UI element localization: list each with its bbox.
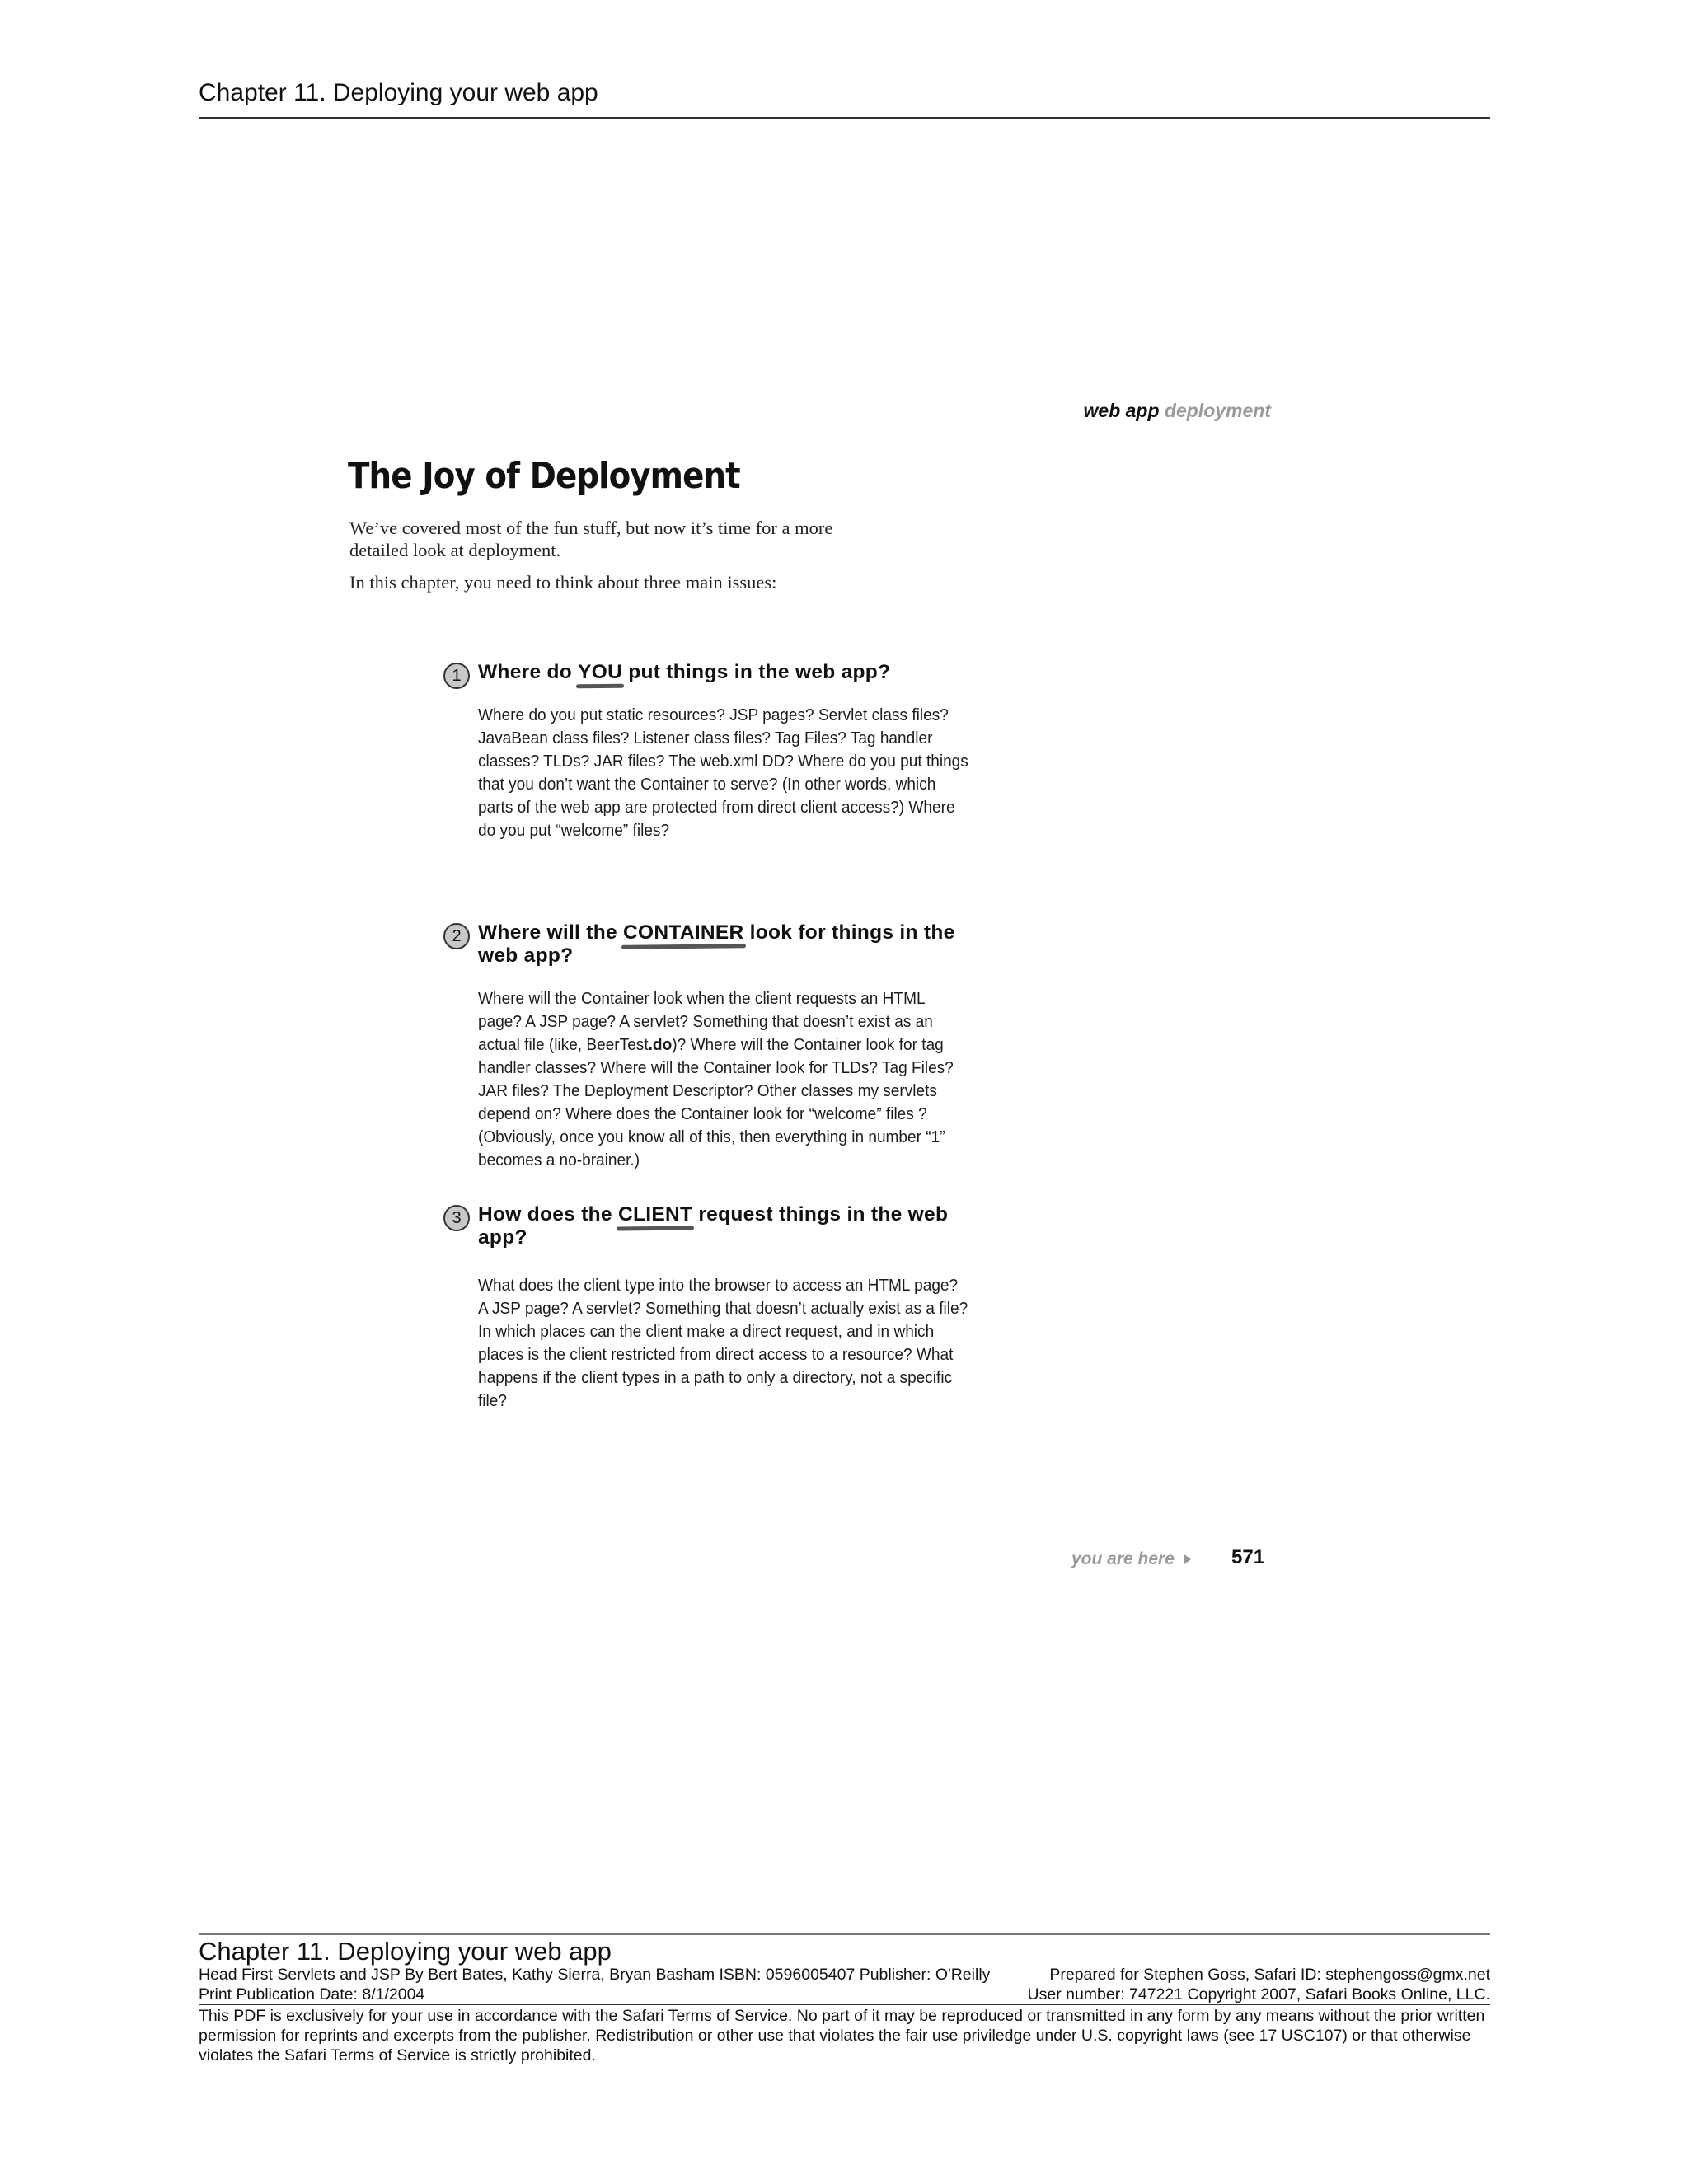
underline-mark xyxy=(621,944,746,949)
number-badge: 3 xyxy=(443,1205,470,1231)
underline-mark xyxy=(576,684,624,689)
issue-question xyxy=(478,921,973,968)
question-emphasis: YOU xyxy=(578,661,622,684)
running-head xyxy=(989,400,1271,422)
running-head-light: deployment xyxy=(1164,400,1271,421)
question-text: Where will the xyxy=(478,921,624,944)
question-text: put things in the web app? xyxy=(622,661,891,683)
you-are-here-label: you are here xyxy=(1071,1549,1191,1569)
footer-legal-text: This PDF is exclusively for your use in accordance with the Safari Terms of Service. No part of it may be reproduced or transmitted in any form by any means without the prior written permission for reprints and excerpts from the publisher. Redistribution or other use that violates the fair use priviledge under U.S. copyright laws (see 17 USC107) or that otherwise violates the Safari Terms of Service is strictly prohibited. xyxy=(199,2007,1485,2064)
intro-paragraph-2: In this chapter, you need to think about three main issues: xyxy=(349,572,777,593)
issue-answer: What does the client type into the browser to access an HTML page? A JSP page? A servlet? Something that doesn’t actually exist as a file? In which places can the client make a direct request, and in which places is the client restricted from direct access to a resource? What happens if the client types in a path to only a directory, not a specific file? xyxy=(478,1276,968,1410)
footer-divider xyxy=(199,2004,1490,2005)
question-emphasis: CLIENT xyxy=(618,1203,692,1226)
intro-paragraph-1: We’ve covered most of the fun stuff, but now it’s time for a more detailed look at deployment. xyxy=(349,518,833,560)
footer-prepared-for: Prepared for Stephen Goss, Safari ID: stephengoss@gmx.net xyxy=(1049,1966,1490,1984)
question-text: request things in the web app? xyxy=(478,1203,949,1249)
question-emphasis: CONTAINER xyxy=(623,921,744,944)
arrow-right-icon xyxy=(1184,1554,1191,1564)
question-text: Where do xyxy=(478,661,579,683)
header-divider xyxy=(199,117,1490,119)
issue-answer: Where do you put static resources? JSP pages? Servlet class files? JavaBean class files? Listener class files? Tag Files? Tag handler classes? TLDs? JAR files? The web.xml DD? Where do you put things that you don’t want the Container to serve? (In other words, which parts of the web app are protected from direct client access?) Where do you put “welcome” files? xyxy=(478,705,968,840)
question-text: How does the xyxy=(478,1203,618,1226)
question-text: look for things in the web app? xyxy=(478,921,955,967)
footer-user-number: User number: 747221 Copyright 2007, Safari Books Online, LLC. xyxy=(1027,1985,1490,2004)
page-number: 571 xyxy=(1231,1546,1265,1568)
footer-divider xyxy=(199,1933,1490,1935)
running-head-bold: web app xyxy=(1083,400,1160,421)
issue-question xyxy=(478,661,973,684)
footer-book-line: Head First Servlets and JSP By Bert Bates, Kathy Sierra, Bryan Basham ISBN: 0596005407 Publisher: O'Reilly Prepared for Stephen Goss, Safari ID: stephengoss@gmx.net xyxy=(199,1966,1490,1984)
number-badge: 2 xyxy=(443,923,470,949)
footer-print-line: Print Publication Date: 8/1/2004 User number: 747221 Copyright 2007, Safari Books Online, LLC. xyxy=(199,1985,1490,2004)
chapter-header-title: Chapter 11. Deploying your web app xyxy=(199,79,598,106)
issue-answer: Where will the Container look when the client requests an HTML page? A JSP page? A servlet? Something that doesn’t exist as an actual file (like, BeerTest.do)? Where will the Container look for tag handler classes? Where will the Container look for TLDs? Tag Files? JAR files? The Deployment Descriptor? Other classes my servlets depend on? Where does the Container look for “welcome” files ? (Obviously, once you know all of this, then everything in number “1” becomes a no-brainer.) xyxy=(478,989,954,1169)
underline-mark xyxy=(617,1226,694,1231)
number-badge: 1 xyxy=(443,663,470,689)
page-title: The Joy of Deployment xyxy=(348,455,740,497)
footer-chapter-title: Chapter 11. Deploying your web app xyxy=(199,1937,612,1966)
issue-question xyxy=(478,1203,973,1249)
